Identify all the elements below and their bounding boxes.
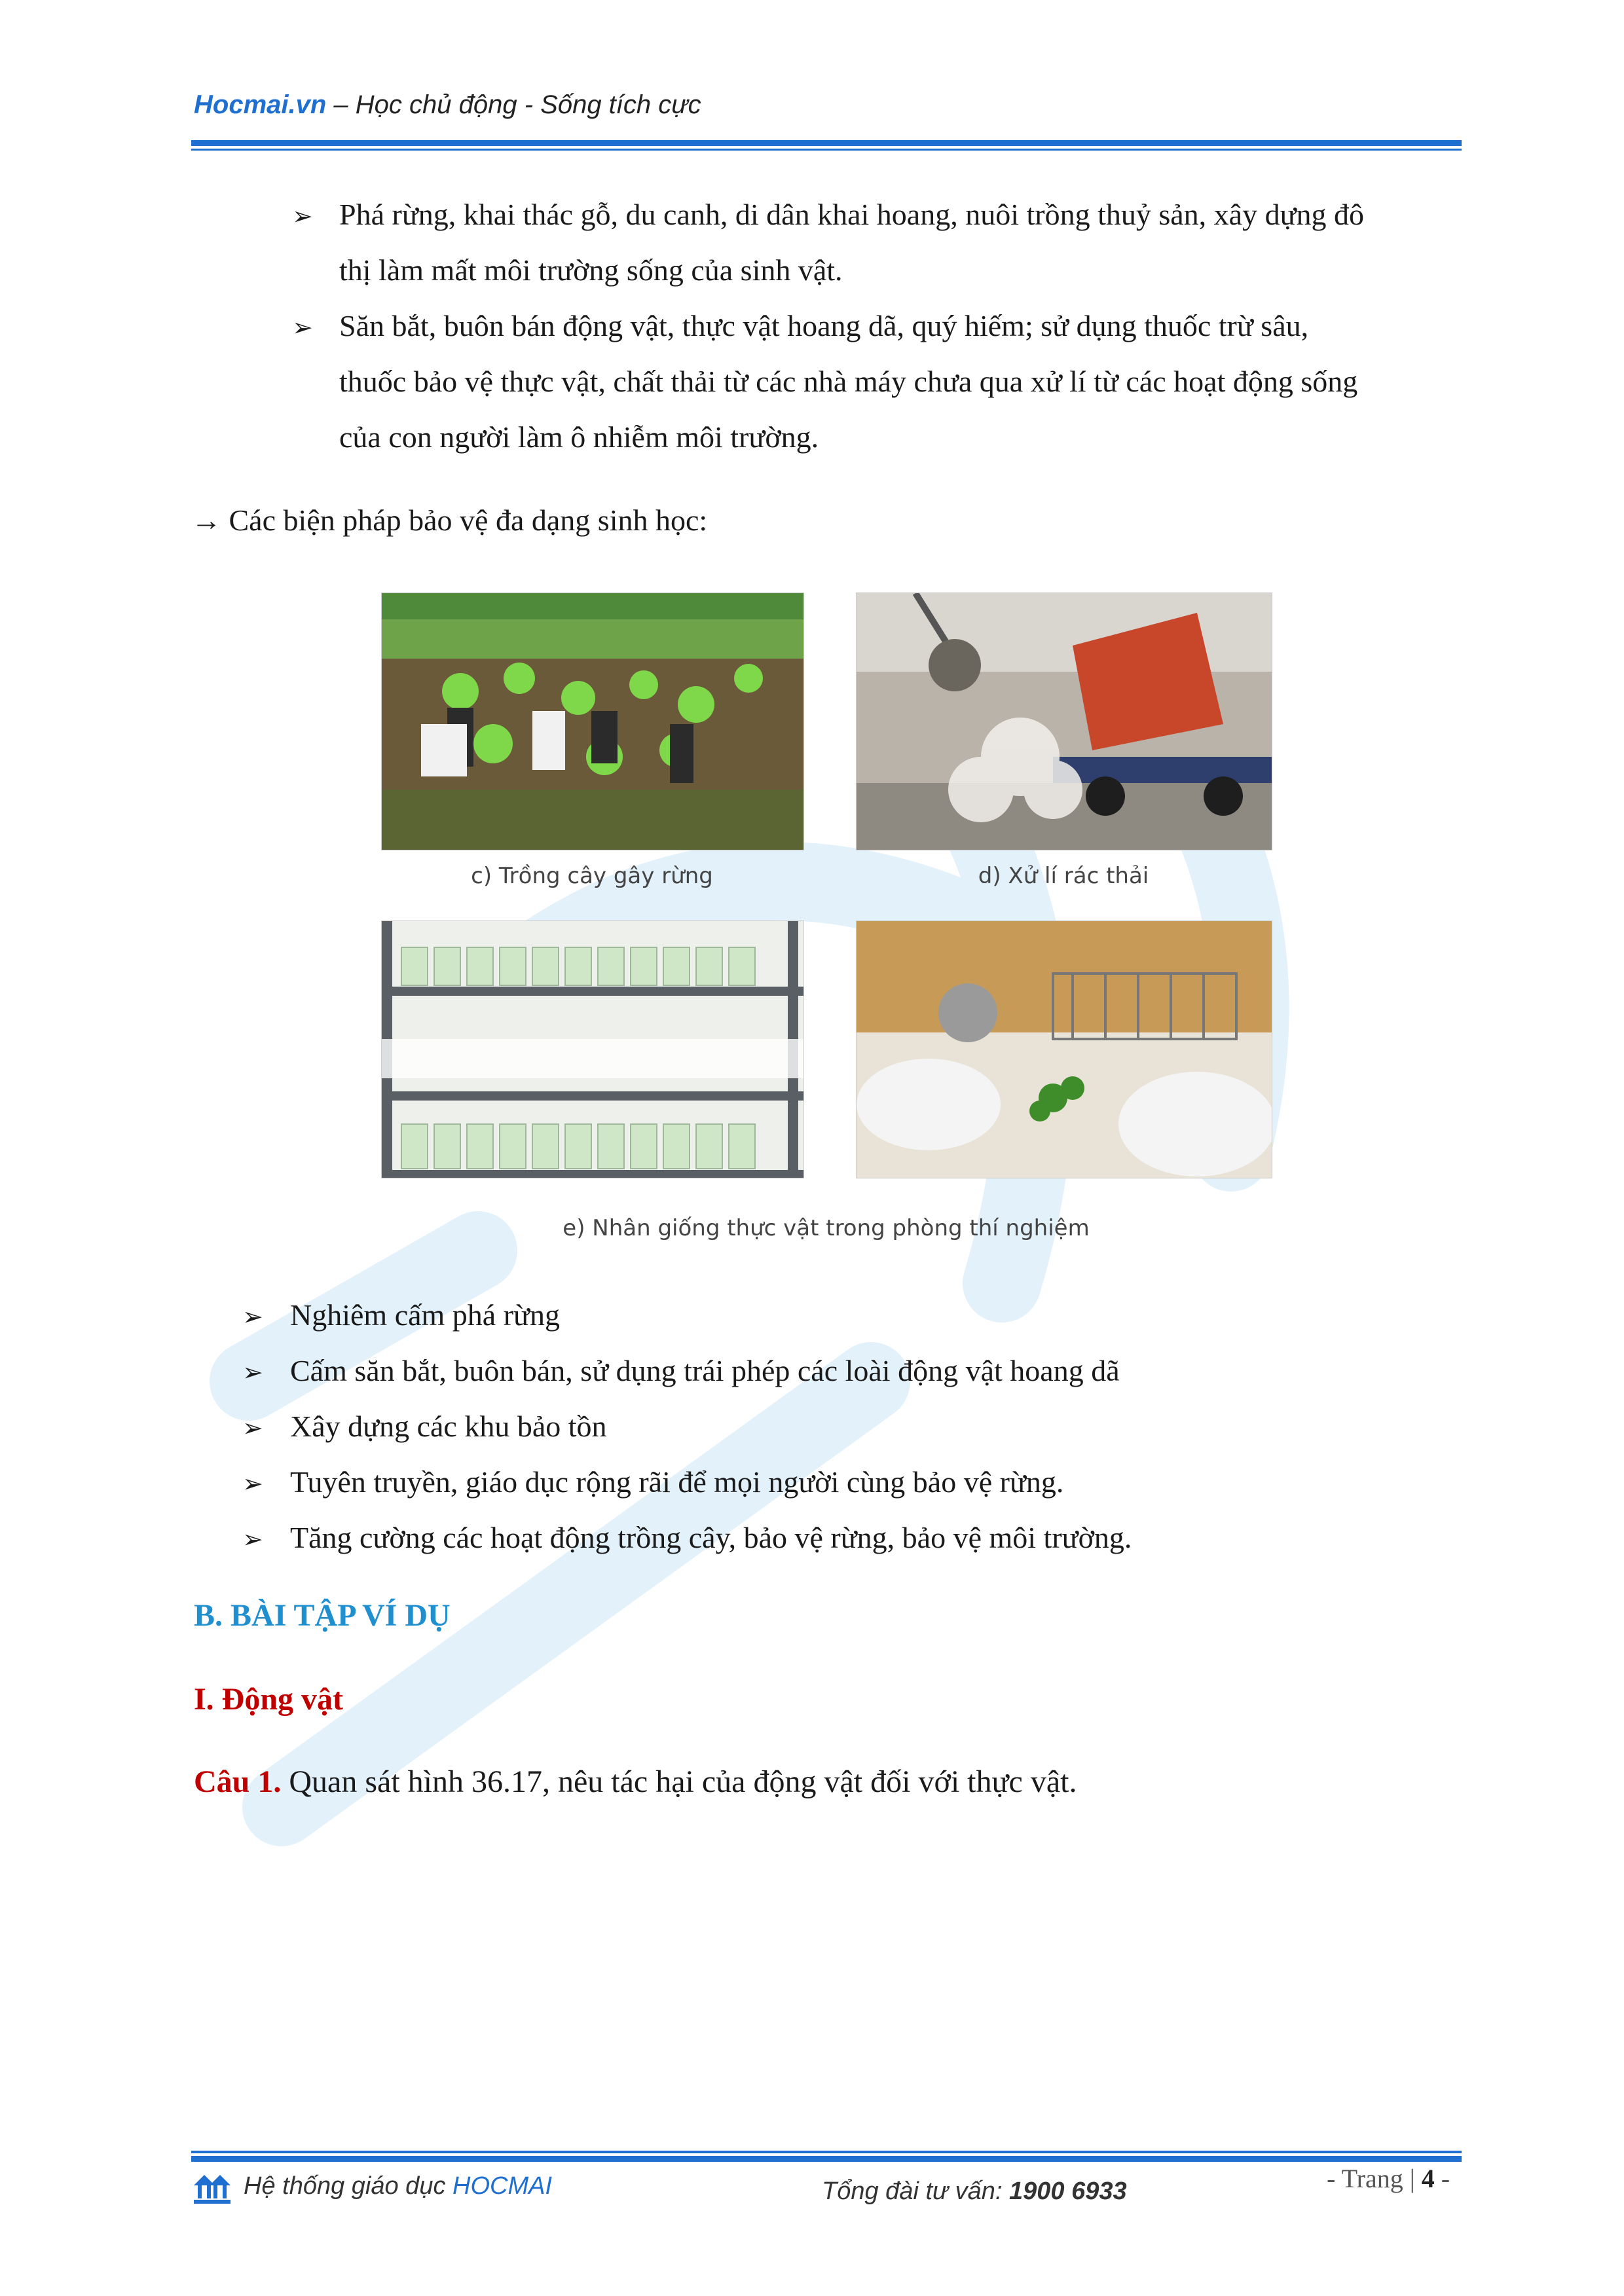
bullet-marker: ➢ xyxy=(242,1525,263,1554)
question-1 xyxy=(194,1764,1077,1800)
page-number-value: 4 xyxy=(1421,2164,1435,2193)
measure-item-1: Nghiêm cấm phá rừng xyxy=(290,1298,560,1332)
measure-item-3: Xây dựng các khu bảo tồn xyxy=(290,1410,607,1443)
caption-c: c) Trồng cây gây rừng xyxy=(471,863,713,889)
bullet-marker: ➢ xyxy=(242,1302,263,1331)
hocmai-logo-icon xyxy=(191,2171,233,2205)
page-prefix: - Trang | xyxy=(1327,2164,1422,2193)
question-text: Quan sát hình 36.17, nêu tác hại của động vật đối với thực vật. xyxy=(281,1764,1077,1799)
footer-rule xyxy=(191,2151,1462,2162)
bullet-item-2-line3: của con người làm ô nhiễm môi trường. xyxy=(339,420,819,454)
measure-item-2: Cấm săn bắt, buôn bán, sử dụng trái phép các loài động vật hoang dã xyxy=(290,1354,1120,1387)
photo-planting-trees xyxy=(381,592,804,850)
section-i-heading: I. Động vật xyxy=(194,1682,344,1717)
measure-item-5: Tăng cường các hoạt động trồng cây, bảo vệ rừng, bảo vệ môi trường. xyxy=(290,1521,1132,1554)
footer-system xyxy=(244,2172,552,2200)
bullet-item-1-line1: Phá rừng, khai thác gỗ, du canh, di dân khai hoang, nuôi trồng thuỷ sản, xây dựng đô xyxy=(339,198,1365,231)
question-label: Câu 1. xyxy=(194,1764,282,1799)
footer-system-prefix: Hệ thống giáo dục xyxy=(244,2172,453,2200)
bullet-marker: ➢ xyxy=(242,1358,263,1387)
page-number xyxy=(1327,2163,1450,2194)
bullet-item-1-line2: thị làm mất môi trường sống của sinh vật. xyxy=(339,253,843,287)
bullet-item-2-line1: Săn bắt, buôn bán động vật, thực vật hoang dã, quý hiếm; sử dụng thuốc trừ sâu, xyxy=(339,309,1309,342)
footer-hotline-number: 1900 6933 xyxy=(1009,2178,1127,2205)
measure-item-4: Tuyên truyền, giáo dục rộng rãi để mọi người cùng bảo vệ rừng. xyxy=(290,1465,1064,1499)
caption-e: e) Nhân giống thực vật trong phòng thí nghiệm xyxy=(563,1215,1090,1241)
footer-hotline-label: Tổng đài tư vấn: xyxy=(822,2178,1010,2205)
header-rule xyxy=(191,140,1462,151)
arrow-intro-line: → Các biện pháp bảo vệ đa dạng sinh học: xyxy=(191,503,708,537)
section-b-heading: B. BÀI TẬP VÍ DỤ xyxy=(194,1598,451,1633)
bullet-marker: ➢ xyxy=(242,1469,263,1498)
brand-tagline: – Học chủ động - Sống tích cực xyxy=(326,90,701,119)
bullet-marker: ➢ xyxy=(292,202,313,230)
bullet-marker: ➢ xyxy=(292,313,313,342)
footer-hotline xyxy=(822,2178,1127,2206)
caption-d: d) Xử lí rác thải xyxy=(978,863,1149,889)
bullet-item-2-line2: thuốc bảo vệ thực vật, chất thải từ các nhà máy chưa qua xử lí từ các hoạt động sống xyxy=(339,365,1358,398)
page-suffix: - xyxy=(1434,2164,1450,2193)
header-brand xyxy=(194,90,701,120)
brand-name[interactable]: Hocmai.vn xyxy=(194,90,327,119)
bullet-marker: ➢ xyxy=(242,1413,263,1442)
photo-tissue-culture-shelves xyxy=(381,920,804,1178)
photo-lab-propagation xyxy=(856,920,1272,1178)
footer-system-name: HOCMAI xyxy=(452,2172,553,2200)
photo-waste-treatment xyxy=(856,592,1272,850)
